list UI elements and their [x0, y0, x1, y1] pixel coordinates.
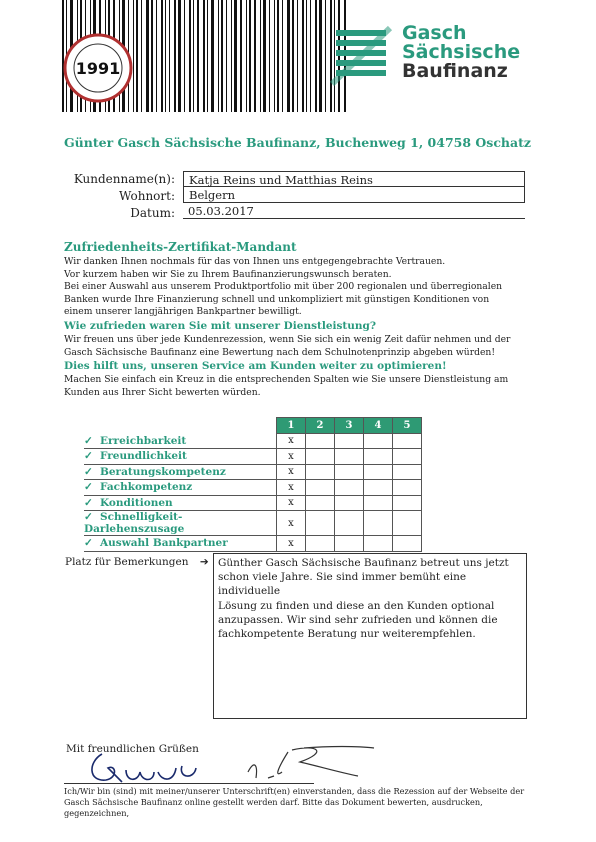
question-title: Wie zufrieden waren Sie mit unserer Dienstleistung?	[64, 320, 377, 332]
customer-name-value: Katja Reins und Matthias Reins	[183, 171, 525, 187]
barcode-bar	[211, 0, 214, 112]
grade-cell-4[interactable]	[364, 464, 393, 480]
rating-criterion-label: Freundlichkeit	[100, 450, 187, 463]
footer-line-1: Ich/Wir bin (sind) mit meiner/unserer Unterschrift(en) einverstanden, dass die Rezession auf der Webseite der	[64, 786, 525, 796]
barcode-bar	[189, 0, 191, 112]
grade-cell-5[interactable]	[393, 536, 422, 552]
barcode-bar	[136, 0, 138, 112]
intro-line-4: Banken wurde Ihre Finanzierung schnell und unkompliziert mit günstigen Konditionen von	[64, 293, 490, 305]
request-paragraph	[64, 334, 534, 359]
footer-line-2: Gasch Sächsische Baufinanz online gestellt werden darf. Bitte das Dokument bewerten, ausdrucken, gegenzeichnen,	[64, 797, 483, 818]
intro-paragraph	[64, 256, 534, 319]
company-address: Günter Gasch Sächsische Baufinanz, Buchenweg 1, 04758 Oschatz	[64, 135, 531, 150]
rating-criterion	[84, 511, 277, 536]
barcode-bar	[260, 0, 261, 112]
barcode-bar	[151, 0, 153, 112]
barcode-bar	[184, 0, 185, 112]
remarks-line-2: schon viele Jahre. Sie sind immer bemüht eine individuelle	[218, 571, 467, 598]
grade-header-1: 1	[277, 418, 306, 434]
intro-line-1: Wir danken Ihnen nochmals für das von Ihnen uns entgegengebrachte Vertrauen.	[64, 256, 446, 267]
barcode-bar	[193, 0, 194, 112]
grade-header-3: 3	[335, 418, 364, 434]
customer-name-label: Kundenname(n):	[73, 172, 175, 186]
rating-criterion-label: Schnelligkeit-Darlehenszusage	[84, 511, 185, 535]
signature-line	[64, 783, 314, 784]
barcode-bar	[315, 0, 317, 112]
rating-row	[84, 433, 422, 449]
grade-cell-2[interactable]	[306, 449, 335, 465]
barcode-bar	[246, 0, 247, 112]
checkmark-icon: ✓	[84, 434, 93, 447]
barcode-bar	[178, 0, 181, 112]
grade-cell-5[interactable]	[393, 433, 422, 449]
rating-criterion	[84, 480, 277, 496]
grade-header-5: 5	[393, 418, 422, 434]
barcode-bar	[207, 0, 208, 112]
grade-cell-3[interactable]	[335, 511, 364, 536]
grade-cell-2[interactable]	[306, 433, 335, 449]
barcode-bar	[249, 0, 251, 112]
brand-line-3: Baufinanz	[402, 60, 508, 82]
barcode-bar	[269, 0, 270, 112]
remarks-label-text: Platz für Bemerkungen	[65, 556, 189, 568]
rating-table	[84, 417, 422, 552]
brand-logo-icon	[330, 24, 392, 88]
grade-cell-2[interactable]	[306, 480, 335, 496]
barcode-bar	[203, 0, 205, 112]
grade-cell-4[interactable]	[364, 511, 393, 536]
intro-line-5: einem unserer langjährigen Bankpartner bewilligt.	[64, 306, 302, 318]
barcode-bar	[325, 0, 326, 112]
rating-criterion	[84, 536, 277, 552]
brand-line-2: Sächsische	[402, 41, 521, 63]
barcode-bar	[277, 0, 279, 112]
rating-row	[84, 511, 422, 536]
rating-row	[84, 449, 422, 465]
barcode-bar	[274, 0, 275, 112]
grade-cell-4[interactable]	[364, 495, 393, 511]
grade-cell-1[interactable]: x	[277, 433, 306, 449]
rating-row	[84, 480, 422, 496]
barcode-bar	[282, 0, 283, 112]
barcode-bar	[234, 0, 237, 112]
rating-criterion	[84, 464, 277, 480]
barcode-bar	[146, 0, 149, 112]
request-line-2: Gasch Sächsische Baufinanz eine Bewertung nach dem Schulnotenprinzip abgeben würden!	[64, 346, 496, 358]
barcode-bar	[226, 0, 227, 112]
barcode-bar	[287, 0, 290, 112]
consent-footer	[64, 786, 534, 819]
grade-cell-3[interactable]	[335, 433, 364, 449]
closing-greeting: Mit freundlichen Grüßen	[66, 743, 199, 755]
barcode-bar	[240, 0, 242, 112]
grade-cell-3[interactable]	[335, 536, 364, 552]
barcode-bar	[156, 0, 157, 112]
rating-criterion-label: Erreichbarkeit	[100, 434, 187, 447]
rating-criterion	[84, 433, 277, 449]
customer-city-label: Wohnort:	[118, 189, 175, 203]
grade-cell-3[interactable]	[335, 495, 364, 511]
rating-row	[84, 464, 422, 480]
checkmark-icon: ✓	[84, 450, 93, 463]
remarks-line-3: Lösung zu finden und diese an den Kunden optional	[218, 599, 495, 612]
rating-row	[84, 495, 422, 511]
request-line-1: Wir freuen uns über jede Kundenrezession, wenn Sie sich ein wenig Zeit dafür nehmen und der	[64, 334, 511, 345]
barcode-bar	[221, 0, 223, 112]
brand-name	[402, 24, 520, 81]
checkmark-icon: ✓	[84, 537, 93, 550]
grade-cell-5[interactable]	[393, 464, 422, 480]
seal-stamp-icon	[62, 32, 134, 104]
grade-cell-5[interactable]	[393, 511, 422, 536]
barcode-bar	[292, 0, 294, 112]
barcode-bar	[231, 0, 232, 112]
grade-cell-5[interactable]	[393, 495, 422, 511]
grade-cell-1[interactable]: x	[277, 449, 306, 465]
rating-criterion	[84, 449, 277, 465]
grade-cell-1[interactable]: x	[277, 480, 306, 496]
grade-cell-1[interactable]: x	[277, 495, 306, 511]
grade-cell-4[interactable]	[364, 536, 393, 552]
remarks-label	[65, 556, 209, 568]
checkmark-icon: ✓	[84, 496, 93, 509]
barcode-bar	[310, 0, 311, 112]
barcode-bar	[263, 0, 266, 112]
brand-line-1: Gasch	[402, 22, 467, 44]
barcode-bar	[161, 0, 163, 112]
barcode-bar	[141, 0, 142, 112]
grade-cell-4[interactable]	[364, 449, 393, 465]
instruction-line-1: Machen Sie einfach ein Kreuz in die entsprechenden Spalten wie Sie unsere Dienstleistung am	[64, 374, 509, 385]
customer-date-label: Datum:	[130, 206, 175, 220]
rating-criterion	[84, 495, 277, 511]
help-title: Dies hilft uns, unseren Service am Kunden weiter zu optimieren!	[64, 360, 447, 372]
barcode-bar	[197, 0, 199, 112]
barcode-bar	[254, 0, 256, 112]
grade-header-4: 4	[364, 418, 393, 434]
barcode-bar	[302, 0, 304, 112]
remarks-text	[218, 556, 518, 641]
rating-row	[84, 536, 422, 552]
intro-line-2: Vor kurzem haben wir Sie zu Ihrem Baufinanzierungswunsch beraten.	[64, 268, 392, 280]
instruction-line-2: Kunden aus Ihrer Sicht bewerten würden.	[64, 386, 261, 398]
grade-cell-2[interactable]	[306, 511, 335, 536]
barcode-bar	[319, 0, 322, 112]
grade-cell-4[interactable]	[364, 433, 393, 449]
rating-header-row	[84, 418, 422, 434]
grade-cell-2[interactable]	[306, 536, 335, 552]
intro-line-3: Bei einer Auswahl aus unserem Produktportfolio mit über 200 regionalen und überregionalen	[64, 281, 503, 293]
barcode-bar	[169, 0, 170, 112]
remarks-line-4: anzupassen. Wir sind sehr zufrieden und können die	[218, 613, 498, 626]
barcode-bar	[297, 0, 298, 112]
grade-cell-3[interactable]	[335, 480, 364, 496]
grade-cell-4[interactable]	[364, 480, 393, 496]
rating-header-blank	[84, 418, 277, 434]
barcode-bar	[174, 0, 176, 112]
remarks-line-5: fachkompetente Beratung nur weiterempfehlen.	[218, 628, 476, 641]
instruction-paragraph	[64, 374, 534, 399]
barcode-bar	[165, 0, 166, 112]
checkmark-icon: ✓	[84, 511, 93, 523]
grade-cell-3[interactable]	[335, 464, 364, 480]
grade-cell-2[interactable]	[306, 464, 335, 480]
remarks-line-1: Günther Gasch Sächsische Baufinanz betreut uns jetzt	[218, 557, 509, 569]
certificate-title: Zufriedenheits-Zertifikat-Mandant	[64, 240, 297, 254]
grade-cell-5[interactable]	[393, 480, 422, 496]
grade-cell-1[interactable]: x	[277, 464, 306, 480]
barcode-bar	[218, 0, 219, 112]
rating-criterion-label: Konditionen	[100, 496, 173, 509]
seal-year: 1991	[75, 59, 121, 78]
grade-cell-3[interactable]	[335, 449, 364, 465]
rating-criterion-label: Auswahl Bankpartner	[100, 537, 228, 550]
grade-cell-1[interactable]: x	[277, 511, 306, 536]
customer-city-value: Belgern	[183, 187, 525, 203]
grade-cell-2[interactable]	[306, 495, 335, 511]
checkmark-icon: ✓	[84, 481, 93, 494]
checkmark-icon: ✓	[84, 465, 93, 478]
barcode-bar	[306, 0, 307, 112]
arrow-right-icon: ➔	[199, 556, 209, 568]
grade-cell-5[interactable]	[393, 449, 422, 465]
grade-cell-1[interactable]: x	[277, 536, 306, 552]
customer-date-value: 05.03.2017	[183, 203, 525, 219]
rating-criterion-label: Fachkompetenz	[100, 481, 193, 494]
grade-header-2: 2	[306, 418, 335, 434]
rating-criterion-label: Beratungskompetenz	[100, 465, 226, 478]
